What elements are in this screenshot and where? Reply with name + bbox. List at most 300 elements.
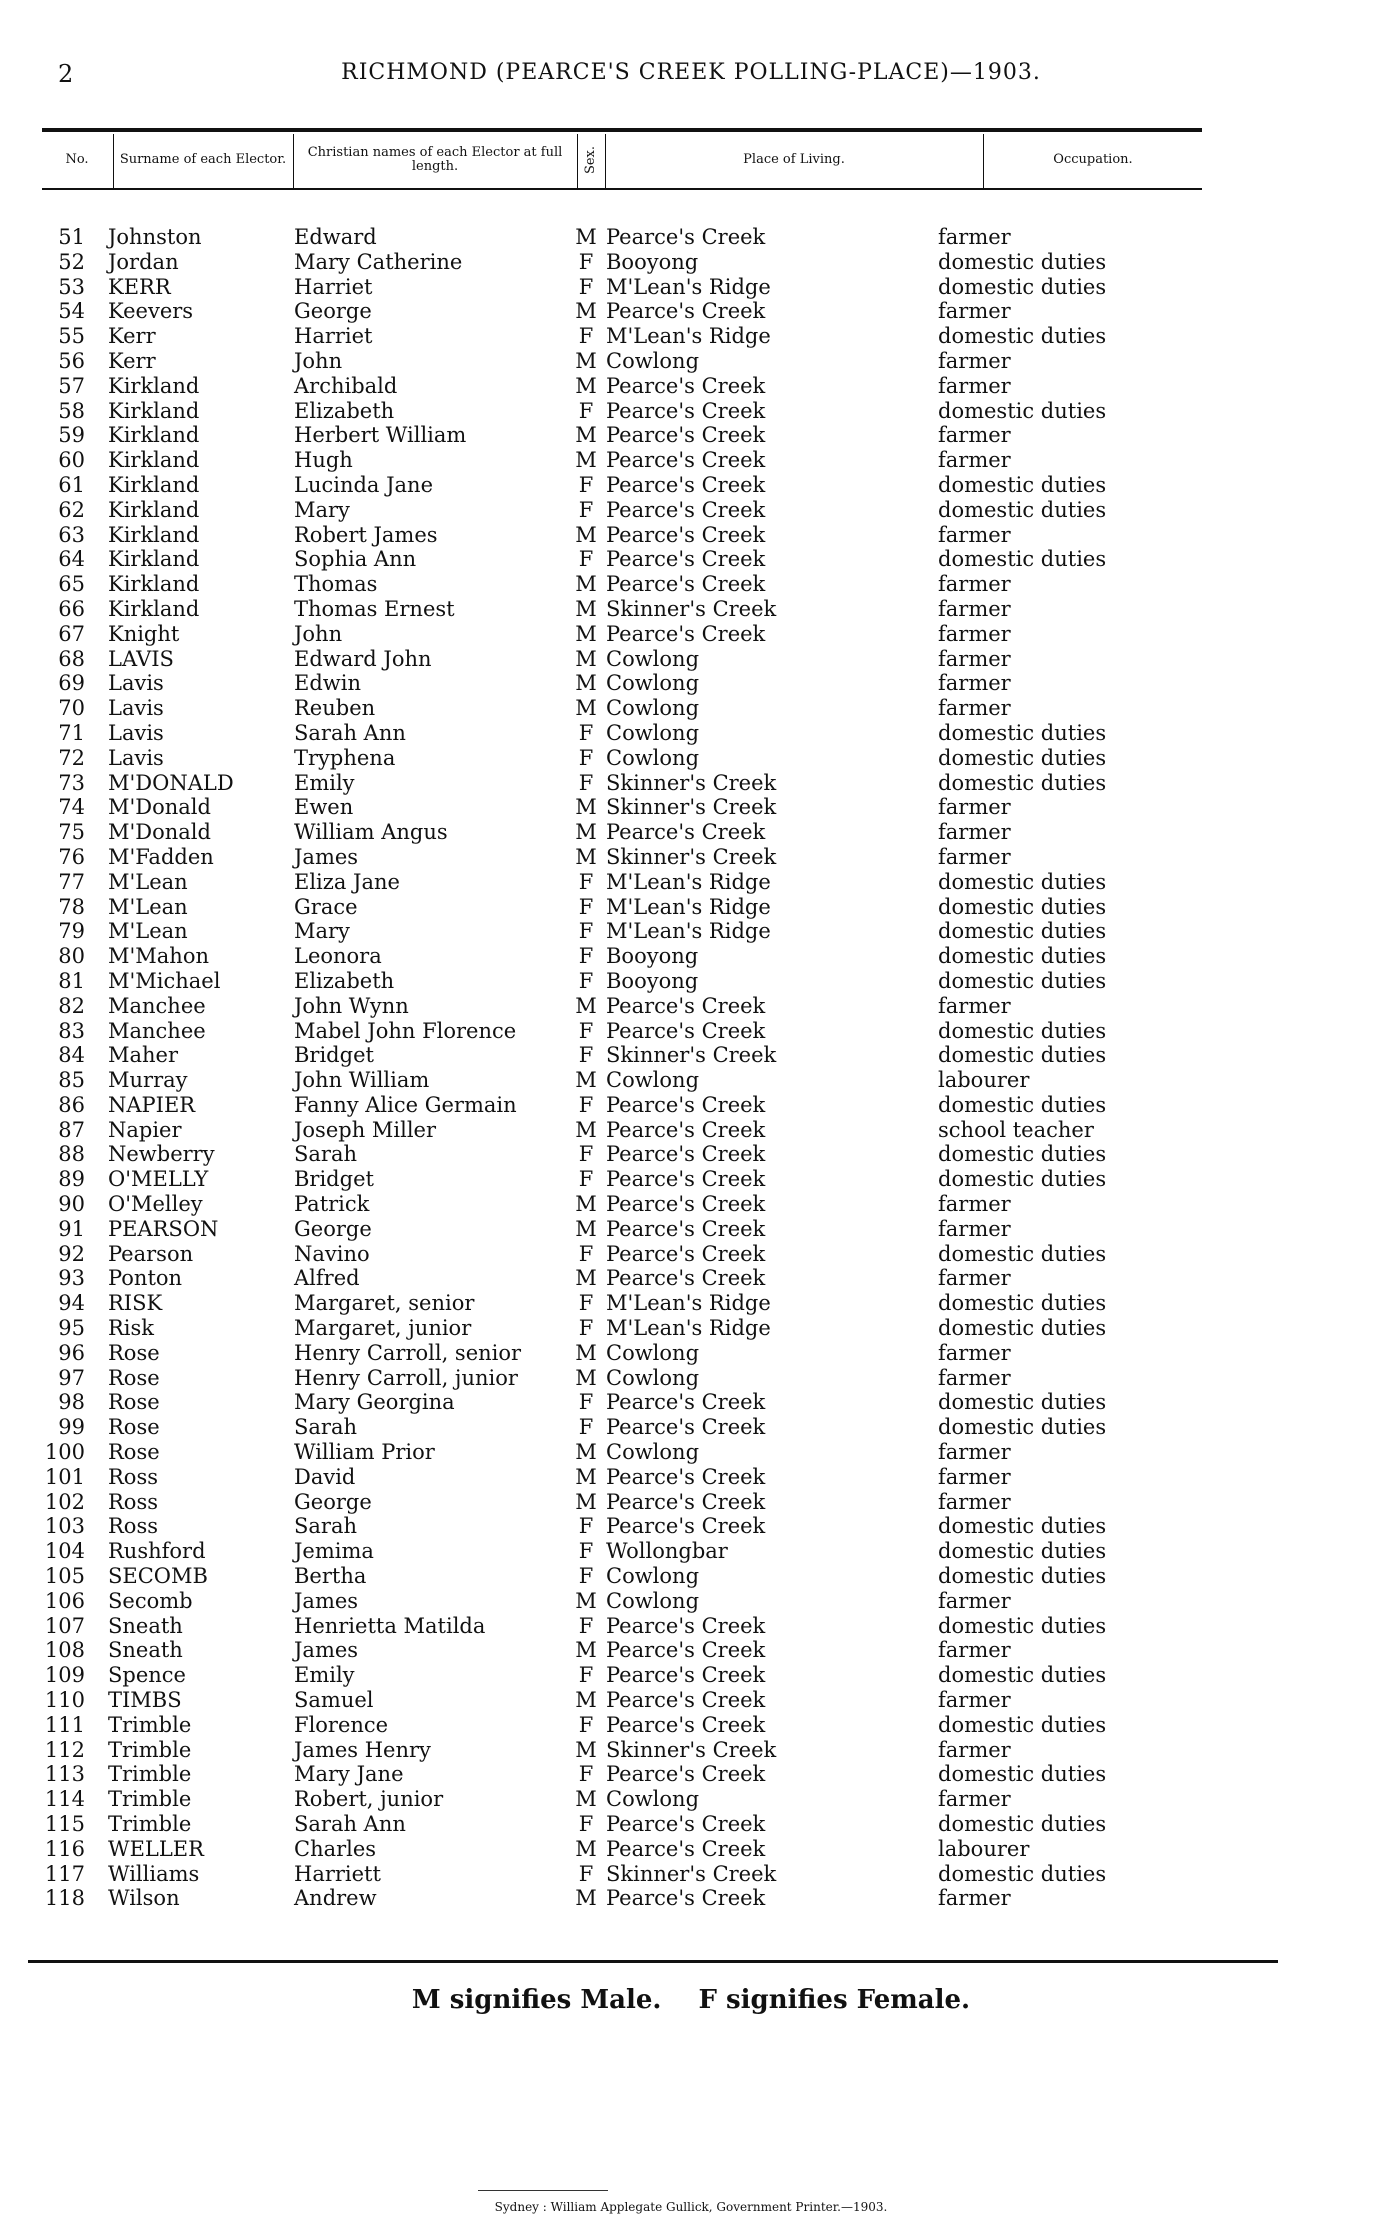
christian-names-cell: Herbert William <box>294 423 467 448</box>
christian-names-cell: Florence <box>294 1712 389 1737</box>
col-header-place: Place of Living. <box>743 152 845 167</box>
occupation-cell: farmer <box>938 448 1011 473</box>
christian-names-cell: William Angus <box>294 820 448 845</box>
occupation-cell: domestic duties <box>938 869 1107 894</box>
occupation-cell: farmer <box>938 671 1011 696</box>
sex-cell: M <box>575 1638 597 1663</box>
sex-cell: F <box>578 249 594 274</box>
place-of-living-cell: Pearce's Creek <box>606 1018 766 1043</box>
christian-names-cell: Archibald <box>294 373 398 398</box>
place-of-living-cell: Cowlong <box>606 1588 700 1613</box>
occupation-cell: farmer <box>938 646 1011 671</box>
christian-names-cell: Tryphena <box>294 745 396 770</box>
sex-cell: M <box>575 423 597 448</box>
place-of-living-cell: Cowlong <box>606 1564 700 1589</box>
occupation-cell: farmer <box>938 1489 1011 1514</box>
christian-names-cell: Mabel John Florence <box>294 1018 517 1043</box>
place-of-living-cell: Pearce's Creek <box>606 1638 766 1663</box>
legend-female: F signifies Female. <box>698 1985 971 2015</box>
surname-cell: Kirkland <box>108 497 200 522</box>
place-of-living-cell: Pearce's Creek <box>606 398 766 423</box>
table-row <box>0 597 1382 622</box>
surname-cell: Kirkland <box>108 547 200 572</box>
row-number: 72 <box>58 745 85 770</box>
christian-names-cell: Sarah <box>294 1415 357 1440</box>
occupation-cell: farmer <box>938 348 1011 373</box>
place-of-living-cell: Pearce's Creek <box>606 1613 766 1638</box>
christian-names-cell: Margaret, junior <box>294 1316 472 1341</box>
sex-cell: F <box>578 1390 594 1415</box>
surname-cell: Newberry <box>108 1142 215 1167</box>
row-number: 115 <box>44 1812 85 1836</box>
surname-cell: O'MELLY <box>108 1167 209 1192</box>
column-divider <box>605 134 606 188</box>
row-number: 81 <box>58 968 85 993</box>
row-number: 53 <box>58 274 85 299</box>
place-of-living-cell: Cowlong <box>606 696 700 721</box>
row-number: 80 <box>58 944 85 969</box>
surname-cell: Secomb <box>108 1588 193 1613</box>
table-row <box>0 746 1382 771</box>
christian-names-cell: George <box>294 1216 372 1241</box>
surname-cell: NAPIER <box>108 1092 196 1117</box>
surname-cell: Kirkland <box>108 423 200 448</box>
sex-cell: M <box>575 1464 597 1489</box>
sex-cell: F <box>578 1514 594 1539</box>
place-of-living-cell: Booyong <box>606 944 699 969</box>
place-of-living-cell: Pearce's Creek <box>606 820 766 845</box>
column-divider <box>983 134 984 188</box>
place-of-living-cell: Cowlong <box>606 646 700 671</box>
christian-names-cell: Fanny Alice Germain <box>294 1092 517 1117</box>
surname-cell: WELLER <box>108 1836 204 1861</box>
sex-cell: M <box>575 225 597 249</box>
occupation-cell: labourer <box>938 1068 1030 1093</box>
place-of-living-cell: Pearce's Creek <box>606 1117 766 1142</box>
table-header <box>42 132 1202 188</box>
sex-cell: F <box>578 1167 594 1192</box>
surname-cell: Kirkland <box>108 522 200 547</box>
row-number: 71 <box>58 720 85 745</box>
row-number: 112 <box>44 1737 85 1762</box>
row-number: 101 <box>44 1464 85 1489</box>
row-number: 52 <box>58 249 85 274</box>
occupation-cell: labourer <box>938 1836 1030 1861</box>
surname-cell: Rushford <box>108 1539 206 1564</box>
occupation-cell: school teacher <box>938 1117 1094 1142</box>
place-of-living-cell: Cowlong <box>606 1365 700 1390</box>
christian-names-cell: James Henry <box>294 1737 431 1762</box>
sex-cell: M <box>575 1737 597 1762</box>
christian-names-cell: Reuben <box>294 696 376 721</box>
surname-cell: Trimble <box>108 1812 192 1836</box>
row-number: 75 <box>58 820 85 845</box>
col-header-sex-label: Sex. <box>583 145 599 175</box>
sex-cell: F <box>578 1564 594 1589</box>
christian-names-cell: Robert, junior <box>294 1787 444 1812</box>
surname-cell: M'Fadden <box>108 844 214 869</box>
christian-names-cell: Thomas Ernest <box>294 596 455 621</box>
occupation-cell: domestic duties <box>938 894 1107 919</box>
sex-cell: F <box>578 968 594 993</box>
surname-cell: Kirkland <box>108 472 200 497</box>
row-number: 67 <box>58 621 85 646</box>
occupation-cell: farmer <box>938 844 1011 869</box>
occupation-cell: farmer <box>938 1440 1011 1465</box>
sex-cell: M <box>575 1440 597 1465</box>
sex-cell: F <box>578 1812 594 1836</box>
sex-cell: M <box>575 1489 597 1514</box>
occupation-cell: farmer <box>938 1340 1011 1365</box>
table-bottom-rule <box>28 1960 1278 1963</box>
occupation-cell: domestic duties <box>938 1142 1107 1167</box>
sex-cell: M <box>575 671 597 696</box>
sex-cell: F <box>578 770 594 795</box>
page-number: 2 <box>58 60 74 88</box>
table-row <box>0 1886 1382 1911</box>
row-number: 105 <box>44 1564 85 1589</box>
row-number: 87 <box>58 1117 85 1142</box>
sex-cell: F <box>578 1018 594 1043</box>
row-number: 110 <box>44 1688 85 1713</box>
christian-names-cell: George <box>294 1489 372 1514</box>
christian-names-cell: Sophia Ann <box>294 547 417 572</box>
place-of-living-cell: Pearce's Creek <box>606 225 766 249</box>
christian-names-cell: Harriet <box>294 324 373 349</box>
place-of-living-cell: M'Lean's Ridge <box>606 1291 771 1316</box>
row-number: 60 <box>58 448 85 473</box>
surname-cell: Rose <box>108 1340 160 1365</box>
table-row <box>0 1862 1382 1887</box>
table-row <box>0 299 1382 324</box>
table-row <box>0 1663 1382 1688</box>
table-row <box>0 647 1382 672</box>
christian-names-cell: Sarah <box>294 1142 357 1167</box>
surname-cell: Kirkland <box>108 572 200 597</box>
christian-names-cell: John Wynn <box>294 993 409 1018</box>
row-number: 82 <box>58 993 85 1018</box>
col-header-surname: Surname of each Elector. <box>119 152 287 167</box>
table-row <box>0 498 1382 523</box>
occupation-cell: domestic duties <box>938 1663 1107 1688</box>
place-of-living-cell: Cowlong <box>606 1340 700 1365</box>
table-row <box>0 250 1382 275</box>
christian-names-cell: Edward John <box>294 646 432 671</box>
place-of-living-cell: Pearce's Creek <box>606 472 766 497</box>
sex-cell: F <box>578 745 594 770</box>
surname-cell: M'DONALD <box>108 770 234 795</box>
christian-names-cell: Bertha <box>294 1564 367 1589</box>
occupation-cell: domestic duties <box>938 1241 1107 1266</box>
surname-cell: Trimble <box>108 1737 192 1762</box>
christian-names-cell: Mary Georgina <box>294 1390 455 1415</box>
sex-cell: F <box>578 1043 594 1068</box>
surname-cell: Murray <box>108 1068 188 1093</box>
row-number: 74 <box>58 795 85 820</box>
christian-names-cell: Harriett <box>294 1861 381 1886</box>
christian-names-cell: John <box>294 348 343 373</box>
surname-cell: Kerr <box>108 348 156 373</box>
table-row <box>0 1415 1382 1440</box>
col-header-christian: Christian names of each Elector at full length. <box>307 145 563 174</box>
place-of-living-cell: Pearce's Creek <box>606 1812 766 1836</box>
christian-names-cell: Navino <box>294 1241 370 1266</box>
occupation-cell: domestic duties <box>938 274 1107 299</box>
row-number: 92 <box>58 1241 85 1266</box>
sex-cell: M <box>575 1340 597 1365</box>
christian-names-cell: Emily <box>294 770 355 795</box>
occupation-cell: farmer <box>938 1688 1011 1713</box>
place-of-living-cell: Cowlong <box>606 720 700 745</box>
christian-names-cell: Mary Jane <box>294 1762 404 1787</box>
row-number: 57 <box>58 373 85 398</box>
surname-cell: M'Donald <box>108 795 211 820</box>
place-of-living-cell: Pearce's Creek <box>606 621 766 646</box>
sex-cell: M <box>575 696 597 721</box>
table-row <box>0 275 1382 300</box>
place-of-living-cell: M'Lean's Ridge <box>606 869 771 894</box>
place-of-living-cell: Skinner's Creek <box>606 1861 777 1886</box>
occupation-cell: domestic duties <box>938 745 1107 770</box>
place-of-living-cell: Skinner's Creek <box>606 770 777 795</box>
occupation-cell: farmer <box>938 1638 1011 1663</box>
table-row <box>0 1738 1382 1763</box>
table-row <box>0 1390 1382 1415</box>
sex-cell: M <box>575 820 597 845</box>
christian-names-cell: Eliza Jane <box>294 869 400 894</box>
sex-cell: M <box>575 1266 597 1291</box>
sex-cell: M <box>575 348 597 373</box>
table-row <box>0 1167 1382 1192</box>
place-of-living-cell: Pearce's Creek <box>606 1390 766 1415</box>
christian-names-cell: Elizabeth <box>294 398 395 423</box>
surname-cell: Rose <box>108 1365 160 1390</box>
table-row <box>0 1242 1382 1267</box>
row-number: 102 <box>44 1489 85 1514</box>
sex-cell: F <box>578 472 594 497</box>
occupation-cell: farmer <box>938 1464 1011 1489</box>
sex-cell: F <box>578 1663 594 1688</box>
occupation-cell: farmer <box>938 621 1011 646</box>
christian-names-cell: James <box>294 1638 359 1663</box>
occupation-cell: farmer <box>938 299 1011 324</box>
surname-cell: Lavis <box>108 671 164 696</box>
surname-cell: M'Donald <box>108 820 211 845</box>
table-row <box>0 523 1382 548</box>
place-of-living-cell: Pearce's Creek <box>606 1514 766 1539</box>
place-of-living-cell: Pearce's Creek <box>606 1415 766 1440</box>
christian-names-cell: Bridget <box>294 1043 374 1068</box>
table-row <box>0 919 1382 944</box>
occupation-cell: domestic duties <box>938 1390 1107 1415</box>
table-row <box>0 1465 1382 1490</box>
table-row <box>0 572 1382 597</box>
place-of-living-cell: Pearce's Creek <box>606 423 766 448</box>
surname-cell: Wilson <box>108 1886 180 1911</box>
occupation-cell: farmer <box>938 1737 1011 1762</box>
christian-names-cell: Jemima <box>294 1539 374 1564</box>
occupation-cell: farmer <box>938 696 1011 721</box>
place-of-living-cell: Pearce's Creek <box>606 1266 766 1291</box>
sex-cell: M <box>575 621 597 646</box>
place-of-living-cell: Pearce's Creek <box>606 373 766 398</box>
row-number: 73 <box>58 770 85 795</box>
place-of-living-cell: M'Lean's Ridge <box>606 274 771 299</box>
surname-cell: Trimble <box>108 1787 192 1812</box>
row-number: 106 <box>44 1588 85 1613</box>
place-of-living-cell: Pearce's Creek <box>606 299 766 324</box>
column-divider <box>293 134 294 188</box>
sex-cell: M <box>575 646 597 671</box>
christian-names-cell: Leonora <box>294 944 382 969</box>
sex-cell: M <box>575 299 597 324</box>
place-of-living-cell: Pearce's Creek <box>606 448 766 473</box>
sex-cell: F <box>578 324 594 349</box>
occupation-cell: domestic duties <box>938 398 1107 423</box>
place-of-living-cell: Skinner's Creek <box>606 844 777 869</box>
row-number: 54 <box>58 299 85 324</box>
surname-cell: PEARSON <box>108 1216 219 1241</box>
table-row <box>0 1366 1382 1391</box>
occupation-cell: farmer <box>938 820 1011 845</box>
surname-cell: RISK <box>108 1291 163 1316</box>
place-of-living-cell: Pearce's Creek <box>606 1167 766 1192</box>
surname-cell: Jordan <box>108 249 179 274</box>
row-number: 107 <box>44 1613 85 1638</box>
occupation-cell: domestic duties <box>938 1564 1107 1589</box>
surname-cell: Kirkland <box>108 596 200 621</box>
christian-names-cell: James <box>294 844 359 869</box>
surname-cell: Knight <box>108 621 180 646</box>
sex-cell: M <box>575 1787 597 1812</box>
surname-cell: Sneath <box>108 1638 183 1663</box>
christian-names-cell: Henry Carroll, senior <box>294 1340 522 1365</box>
surname-cell: Kirkland <box>108 398 200 423</box>
row-number: 62 <box>58 497 85 522</box>
row-number: 61 <box>58 472 85 497</box>
table-row <box>0 1787 1382 1812</box>
surname-cell: Lavis <box>108 720 164 745</box>
sex-cell: F <box>578 1762 594 1787</box>
sex-cell: M <box>575 795 597 820</box>
sex-cell: F <box>578 869 594 894</box>
place-of-living-cell: M'Lean's Ridge <box>606 919 771 944</box>
table-row <box>0 1192 1382 1217</box>
row-number: 108 <box>44 1638 85 1663</box>
christian-names-cell: George <box>294 299 372 324</box>
occupation-cell: domestic duties <box>938 1415 1107 1440</box>
table-row <box>0 622 1382 647</box>
surname-cell: Trimble <box>108 1762 192 1787</box>
occupation-cell: domestic duties <box>938 249 1107 274</box>
surname-cell: Rose <box>108 1390 160 1415</box>
sex-cell: F <box>578 1291 594 1316</box>
occupation-cell: domestic duties <box>938 944 1107 969</box>
surname-cell: TIMBS <box>108 1688 182 1713</box>
christian-names-cell: Mary <box>294 919 350 944</box>
place-of-living-cell: Cowlong <box>606 671 700 696</box>
christian-names-cell: Margaret, senior <box>294 1291 475 1316</box>
sex-cell: M <box>575 1588 597 1613</box>
christian-names-cell: Sarah <box>294 1514 357 1539</box>
place-of-living-cell: Pearce's Creek <box>606 1192 766 1217</box>
column-divider <box>577 134 578 188</box>
row-number: 85 <box>58 1068 85 1093</box>
place-of-living-cell: Skinner's Creek <box>606 1737 777 1762</box>
christian-names-cell: Edward <box>294 225 377 249</box>
occupation-cell: domestic duties <box>938 1316 1107 1341</box>
christian-names-cell: Ewen <box>294 795 354 820</box>
row-number: 118 <box>44 1886 85 1911</box>
table-row <box>0 969 1382 994</box>
row-number: 65 <box>58 572 85 597</box>
col-header-no: No. <box>65 152 89 167</box>
table-row <box>0 1316 1382 1341</box>
occupation-cell: farmer <box>938 373 1011 398</box>
place-of-living-cell: Cowlong <box>606 1440 700 1465</box>
occupation-cell: farmer <box>938 1266 1011 1291</box>
sex-cell: F <box>578 1415 594 1440</box>
sex-cell: F <box>578 1241 594 1266</box>
row-number: 91 <box>58 1216 85 1241</box>
christian-names-cell: Sarah Ann <box>294 1812 406 1836</box>
row-number: 89 <box>58 1167 85 1192</box>
place-of-living-cell: Cowlong <box>606 1068 700 1093</box>
occupation-cell: domestic duties <box>938 1514 1107 1539</box>
table-row <box>0 944 1382 969</box>
row-number: 68 <box>58 646 85 671</box>
surname-cell: Lavis <box>108 745 164 770</box>
christian-names-cell: Joseph Miller <box>294 1117 437 1142</box>
table-row <box>0 845 1382 870</box>
occupation-cell: farmer <box>938 1192 1011 1217</box>
christian-names-cell: Edwin <box>294 671 361 696</box>
place-of-living-cell: M'Lean's Ridge <box>606 324 771 349</box>
row-number: 83 <box>58 1018 85 1043</box>
surname-cell: SECOMB <box>108 1564 208 1589</box>
occupation-cell: farmer <box>938 1365 1011 1390</box>
christian-names-cell: Charles <box>294 1836 377 1861</box>
table-row <box>0 1142 1382 1167</box>
place-of-living-cell: Pearce's Creek <box>606 1142 766 1167</box>
surname-cell: Kerr <box>108 324 156 349</box>
table-row <box>0 1713 1382 1738</box>
table-row <box>0 547 1382 572</box>
row-number: 103 <box>44 1514 85 1539</box>
place-of-living-cell: M'Lean's Ridge <box>606 894 771 919</box>
christian-names-cell: Grace <box>294 894 358 919</box>
sex-cell: F <box>578 497 594 522</box>
row-number: 116 <box>44 1836 85 1861</box>
christian-names-cell: Elizabeth <box>294 968 395 993</box>
occupation-cell: domestic duties <box>938 770 1107 795</box>
place-of-living-cell: Pearce's Creek <box>606 547 766 572</box>
table-row <box>0 820 1382 845</box>
christian-names-cell: Bridget <box>294 1167 374 1192</box>
sex-cell: F <box>578 1861 594 1886</box>
occupation-cell: domestic duties <box>938 497 1107 522</box>
place-of-living-cell: Wollongbar <box>606 1539 728 1564</box>
row-number: 96 <box>58 1340 85 1365</box>
christian-names-cell: John William <box>294 1068 430 1093</box>
table-row <box>0 1514 1382 1539</box>
occupation-cell: domestic duties <box>938 1043 1107 1068</box>
occupation-cell: domestic duties <box>938 1812 1107 1836</box>
occupation-cell: domestic duties <box>938 919 1107 944</box>
sex-cell: F <box>578 1613 594 1638</box>
row-number: 56 <box>58 348 85 373</box>
place-of-living-cell: Pearce's Creek <box>606 1663 766 1688</box>
